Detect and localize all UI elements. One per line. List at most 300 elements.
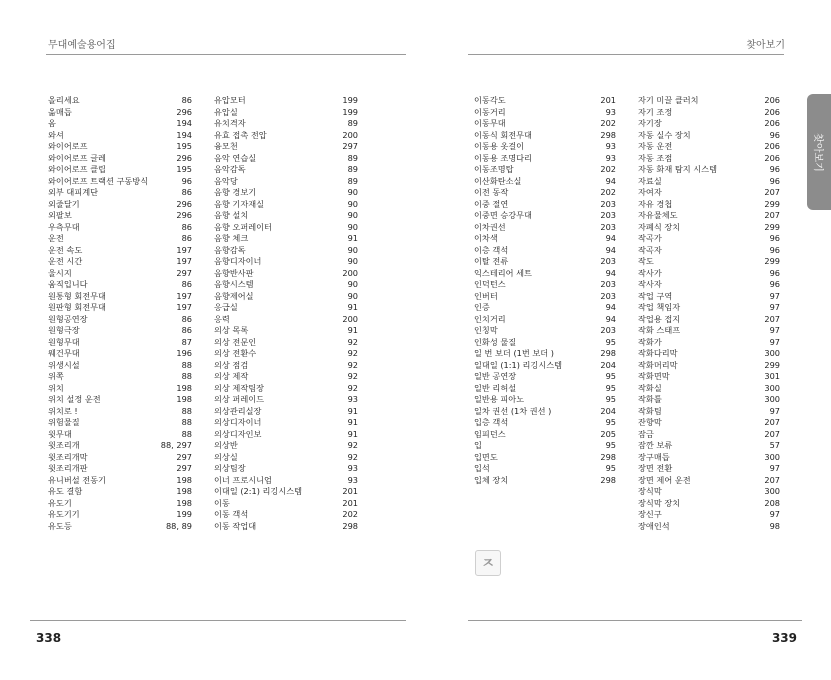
index-page-ref: 92 <box>347 451 358 462</box>
index-entry <box>48 279 192 291</box>
index-term: 의상 퍼레이드 <box>214 394 265 404</box>
index-page-ref: 203 <box>600 279 616 289</box>
index-page-ref: 203 <box>600 256 616 266</box>
index-page-ref: 300 <box>764 382 780 393</box>
index-page-ref: 93 <box>605 152 616 163</box>
index-page-ref: 198 <box>176 382 192 393</box>
index-term: 윗조리개 <box>48 440 80 450</box>
index-page-ref: 90 <box>347 256 358 266</box>
index-entry <box>214 233 358 245</box>
index-entry <box>48 256 192 268</box>
index-page-ref: 87 <box>181 336 192 347</box>
index-term: 원형무대 <box>48 336 80 347</box>
index-entry <box>474 222 616 234</box>
index-page-ref: 296 <box>176 152 192 163</box>
index-entry <box>474 291 616 303</box>
index-entry <box>48 302 192 314</box>
index-entry <box>214 95 358 107</box>
index-entry <box>474 360 616 372</box>
index-term: 유효 접촉 전압 <box>214 129 267 140</box>
index-entry <box>638 256 780 268</box>
index-page-ref: 202 <box>342 509 358 519</box>
footer-rule-right <box>468 620 802 621</box>
index-page-ref: 297 <box>342 141 358 151</box>
index-page-ref: 98 <box>769 520 780 531</box>
index-term: 일대일 (1:1) 리깅시스템 <box>474 359 563 370</box>
index-term: 음향 기자재실 <box>214 198 265 209</box>
index-term: 웨건무대 <box>48 348 80 358</box>
index-entry <box>638 153 780 165</box>
index-term: 우측무대 <box>48 221 80 232</box>
index-term: 이산화탄소실 <box>474 175 522 186</box>
index-entry <box>638 463 780 475</box>
page-number-left: 338 <box>36 631 62 645</box>
index-entry <box>638 291 780 303</box>
index-term: 위쪽 <box>48 371 64 381</box>
index-entry <box>48 245 192 257</box>
index-entry <box>474 417 616 429</box>
index-entry <box>214 176 358 188</box>
index-page-ref: 203 <box>600 290 616 301</box>
index-term: 작화실 <box>638 382 662 393</box>
index-entry <box>638 429 780 441</box>
index-term: 자동 조점 <box>638 152 673 163</box>
index-term: 입체 장치 <box>474 474 509 485</box>
index-entry <box>48 383 192 395</box>
index-term: 음향 경보기 <box>214 187 257 197</box>
index-page-ref: 95 <box>605 417 616 427</box>
index-page-ref: 196 <box>176 348 192 358</box>
index-term: 의상 전문인 <box>214 336 257 347</box>
index-term: 인버터 <box>474 290 498 301</box>
index-term: 일반용 피아노 <box>474 394 525 404</box>
index-page-ref: 94 <box>605 302 616 312</box>
index-term: 작화머리막 <box>638 359 678 370</box>
index-page-ref: 94 <box>605 313 616 324</box>
index-term: 융모천 <box>214 141 238 151</box>
index-entry <box>48 509 192 521</box>
index-page-ref: 92 <box>347 440 358 450</box>
index-entry <box>214 406 358 418</box>
index-term: 응급실 <box>214 302 238 312</box>
index-page-ref: 96 <box>769 175 780 186</box>
index-entry <box>638 118 780 130</box>
index-entry <box>474 268 616 280</box>
index-term: 의상실 <box>214 451 238 462</box>
index-term: 의상디자인보 <box>214 428 262 439</box>
index-page-ref: 201 <box>342 497 358 508</box>
index-page-ref: 202 <box>600 118 616 128</box>
index-side-tab[interactable] <box>807 94 831 210</box>
index-term: 이동조명탑 <box>474 164 514 174</box>
index-page-ref: 198 <box>176 486 192 496</box>
index-entry <box>638 383 780 395</box>
index-page-ref: 91 <box>347 405 358 416</box>
index-term: 이동각도 <box>474 95 506 105</box>
index-entry <box>638 348 780 360</box>
index-entry <box>474 475 616 487</box>
index-entry <box>638 233 780 245</box>
index-page-ref: 90 <box>347 187 358 197</box>
index-page-ref: 204 <box>600 359 616 370</box>
index-page-ref: 97 <box>769 290 780 301</box>
index-entry <box>474 440 616 452</box>
index-term: 입 <box>474 440 482 450</box>
index-entry <box>214 463 358 475</box>
index-page-ref: 94 <box>605 244 616 255</box>
index-page-ref: 95 <box>605 336 616 347</box>
index-entry <box>48 429 192 441</box>
index-entry <box>214 475 358 487</box>
index-entry <box>48 486 192 498</box>
index-entry <box>214 222 358 234</box>
index-term: 입층 객석 <box>474 417 509 427</box>
index-entry <box>48 107 192 119</box>
index-entry <box>214 452 358 464</box>
index-entry <box>48 498 192 510</box>
index-entry <box>214 187 358 199</box>
index-term: 익스테리어 세트 <box>474 267 532 278</box>
index-term: 잔향막 <box>638 417 662 427</box>
index-entry <box>214 245 358 257</box>
index-term: 일차 권선 (1차 권선 ) <box>474 405 552 416</box>
index-page-ref: 299 <box>764 198 780 209</box>
index-term: 의상 점검 <box>214 359 249 370</box>
index-term: 음향디자이너 <box>214 256 262 266</box>
index-entry <box>638 337 780 349</box>
index-page-ref: 300 <box>764 394 780 404</box>
index-term: 윗조리개판 <box>48 463 88 473</box>
index-page-ref: 198 <box>176 394 192 404</box>
index-entry <box>638 302 780 314</box>
index-entry <box>474 463 616 475</box>
index-term: 유도기기 <box>48 509 80 519</box>
index-entry <box>474 337 616 349</box>
index-page-ref: 301 <box>764 371 780 381</box>
index-term: 이너 프로시니엄 <box>214 474 272 485</box>
index-term: 장애인석 <box>638 520 670 531</box>
index-term: 작화다리막 <box>638 348 678 358</box>
index-term: 작사가 <box>638 267 662 278</box>
index-entry <box>474 187 616 199</box>
index-term: 작업용 접지 <box>638 313 681 324</box>
index-column-1 <box>48 95 192 532</box>
index-page-ref: 297 <box>176 451 192 462</box>
index-term: 음향시스템 <box>214 279 254 289</box>
index-page-ref: 89 <box>347 175 358 186</box>
index-entry <box>638 417 780 429</box>
header-rule-right <box>468 54 784 55</box>
index-page-ref: 96 <box>769 129 780 140</box>
index-term: 옴 <box>48 118 56 128</box>
index-entry <box>214 371 358 383</box>
index-term: 이중면 승강무대 <box>474 210 532 220</box>
index-page-ref: 97 <box>769 509 780 519</box>
index-entry <box>638 440 780 452</box>
index-term: 의상 제작 <box>214 371 249 381</box>
index-page-ref: 88 <box>181 405 192 416</box>
index-entry <box>48 360 192 372</box>
index-page-ref: 96 <box>769 244 780 255</box>
index-term: 외팔보 <box>48 210 72 220</box>
index-entry <box>214 429 358 441</box>
index-term: 이동 객석 <box>214 509 249 519</box>
index-page-ref: 88, 297 <box>160 440 192 450</box>
index-page-ref: 96 <box>181 175 192 186</box>
index-page-ref: 300 <box>764 486 780 496</box>
index-page-ref: 203 <box>600 198 616 209</box>
index-entry <box>48 452 192 464</box>
index-term: 인치거리 <box>474 313 506 324</box>
index-entry <box>638 130 780 142</box>
index-entry <box>638 268 780 280</box>
index-page-ref: 97 <box>769 405 780 416</box>
index-entry <box>638 199 780 211</box>
index-entry <box>48 210 192 222</box>
index-entry <box>638 475 780 487</box>
index-term: 자폐식 장치 <box>638 221 681 232</box>
index-term: 자동 실수 장치 <box>638 129 691 140</box>
index-page-ref: 200 <box>342 129 358 140</box>
index-page-ref: 90 <box>347 279 358 289</box>
index-term: 작화 스태프 <box>638 325 681 335</box>
index-entry <box>214 153 358 165</box>
index-entry <box>638 394 780 406</box>
index-page-ref: 86 <box>181 233 192 243</box>
index-entry <box>48 233 192 245</box>
index-entry <box>214 509 358 521</box>
index-page-ref: 203 <box>600 210 616 220</box>
index-entry <box>214 521 358 533</box>
index-entry <box>48 325 192 337</box>
index-page-ref: 92 <box>347 371 358 381</box>
index-page-ref: 298 <box>600 348 616 358</box>
index-page-ref: 89 <box>347 152 358 163</box>
index-term: 움직입니다 <box>48 279 88 289</box>
index-page-ref: 198 <box>176 474 192 485</box>
index-entry <box>48 222 192 234</box>
index-page-ref: 200 <box>342 267 358 278</box>
index-entry <box>638 406 780 418</box>
index-entry <box>214 348 358 360</box>
index-entry <box>474 199 616 211</box>
index-term: 작화팀 <box>638 405 662 416</box>
index-term: 장면 제어 운전 <box>638 474 691 485</box>
index-entry <box>48 199 192 211</box>
index-entry <box>474 325 616 337</box>
index-term: 이중 절연 <box>474 198 509 209</box>
index-page-ref: 91 <box>347 325 358 335</box>
index-entry <box>474 164 616 176</box>
index-page-ref: 86 <box>181 313 192 324</box>
index-page-ref: 90 <box>347 221 358 232</box>
index-term: 의상반 <box>214 440 238 450</box>
index-entry <box>474 452 616 464</box>
index-page-ref: 206 <box>764 152 780 163</box>
index-entry <box>48 164 192 176</box>
index-page-ref: 201 <box>600 95 616 105</box>
index-term: 이대일 (2:1) 리깅시스템 <box>214 486 303 496</box>
index-page-ref: 197 <box>176 244 192 255</box>
index-term: 위생시설 <box>48 359 80 370</box>
index-term: 자유 경첩 <box>638 198 673 209</box>
index-entry <box>48 118 192 130</box>
index-term: 의상 전환수 <box>214 348 257 358</box>
index-page-ref: 96 <box>769 267 780 278</box>
index-page-ref: 86 <box>181 279 192 289</box>
index-term: 와이어로프 글레 <box>48 152 106 163</box>
index-term: 옮매듭 <box>48 106 72 117</box>
index-entry <box>214 486 358 498</box>
index-entry <box>214 279 358 291</box>
index-page-ref: 194 <box>176 129 192 140</box>
index-entry <box>638 325 780 337</box>
index-page-ref: 207 <box>764 474 780 485</box>
index-entry <box>214 107 358 119</box>
index-term: 유도기 <box>48 497 72 508</box>
index-term: 자동 화재 탐지 시스템 <box>638 164 717 174</box>
index-term: 음향 오퍼레이터 <box>214 221 272 232</box>
index-entry <box>474 348 616 360</box>
index-term: 이동 작업대 <box>214 520 257 531</box>
index-page-ref: 207 <box>764 417 780 427</box>
index-entry <box>638 371 780 383</box>
index-entry <box>214 360 358 372</box>
index-term: 외줄달기 <box>48 198 80 209</box>
index-page-ref: 208 <box>764 497 780 508</box>
index-entry <box>214 268 358 280</box>
index-page-ref: 97 <box>769 463 780 473</box>
index-page-ref: 96 <box>769 164 780 174</box>
index-entry <box>474 429 616 441</box>
index-entry <box>474 233 616 245</box>
index-term: 임피던스 <box>474 428 506 439</box>
index-term: 위치 <box>48 382 64 393</box>
index-entry <box>638 279 780 291</box>
index-entry <box>214 314 358 326</box>
index-term: 자기 조정 <box>638 106 673 117</box>
index-term: 이동식 회전무대 <box>474 129 532 140</box>
index-page-ref: 296 <box>176 198 192 209</box>
index-term: 윗조리개막 <box>48 451 88 462</box>
index-entry <box>474 371 616 383</box>
index-term: 와셔 <box>48 129 64 140</box>
index-page-ref: 86 <box>181 95 192 105</box>
index-term: 원통형 회전무대 <box>48 290 106 301</box>
index-page-ref: 90 <box>347 290 358 301</box>
index-term: 울시지 <box>48 267 72 278</box>
index-page-ref: 90 <box>347 244 358 255</box>
index-page-ref: 298 <box>600 451 616 462</box>
index-entry <box>48 95 192 107</box>
index-entry <box>214 130 358 142</box>
index-page-ref: 297 <box>176 267 192 278</box>
page-number-right: 339 <box>771 631 797 645</box>
index-entry <box>214 118 358 130</box>
index-page-ref: 195 <box>176 141 192 151</box>
index-entry <box>638 164 780 176</box>
index-entry <box>48 463 192 475</box>
index-entry <box>48 141 192 153</box>
index-entry <box>638 245 780 257</box>
index-page-ref: 296 <box>176 106 192 117</box>
index-term: 장식막 <box>638 486 662 496</box>
index-term: 일반 공연장 <box>474 371 517 381</box>
index-term: 작업 구역 <box>638 290 673 301</box>
index-term: 음향 체크 <box>214 233 249 243</box>
index-page-ref: 95 <box>605 382 616 393</box>
index-term: 의상 제작팀장 <box>214 382 265 393</box>
index-page-ref: 96 <box>769 233 780 243</box>
index-page-ref: 194 <box>176 118 192 128</box>
index-term: 음악감독 <box>214 164 246 174</box>
index-entry <box>48 130 192 142</box>
index-term: 위치로 ! <box>48 405 78 416</box>
index-page-ref: 201 <box>342 486 358 496</box>
index-entry <box>214 199 358 211</box>
index-term: 인칭막 <box>474 325 498 335</box>
index-entry <box>474 95 616 107</box>
index-term: 와이어로프 <box>48 141 88 151</box>
index-page-ref: 93 <box>347 474 358 485</box>
index-entry <box>214 325 358 337</box>
index-page-ref: 90 <box>347 210 358 220</box>
index-page-ref: 199 <box>176 509 192 519</box>
index-entry <box>48 176 192 188</box>
index-page-ref: 300 <box>764 451 780 462</box>
index-term: 유치격자 <box>214 118 246 128</box>
footer-rule-left <box>30 620 406 621</box>
index-term: 자유물체도 <box>638 210 678 220</box>
index-page-ref: 203 <box>600 221 616 232</box>
index-term: 와이어로프 클립 <box>48 164 106 174</box>
index-term: 의상디자이너 <box>214 417 262 427</box>
index-term: 작사자 <box>638 279 662 289</box>
index-term: 인화성 물질 <box>474 336 517 347</box>
index-page-ref: 95 <box>605 371 616 381</box>
index-page-ref: 200 <box>342 313 358 324</box>
index-entry <box>474 245 616 257</box>
header-rule-left <box>46 54 406 55</box>
index-term: 원판형 회전무대 <box>48 302 106 312</box>
index-entry <box>48 440 192 452</box>
index-entry <box>474 406 616 418</box>
index-term: 이차색 <box>474 233 498 243</box>
index-entry <box>474 314 616 326</box>
index-page-ref: 91 <box>347 428 358 439</box>
index-entry <box>48 521 192 533</box>
index-term: 위험물질 <box>48 417 80 427</box>
index-term: 음향 설치 <box>214 210 249 220</box>
index-entry <box>474 383 616 395</box>
index-entry <box>638 141 780 153</box>
index-entry <box>48 314 192 326</box>
index-page-ref: 88 <box>181 428 192 439</box>
index-page-ref: 204 <box>600 405 616 416</box>
index-entry <box>214 141 358 153</box>
index-entry <box>214 164 358 176</box>
index-column-4 <box>638 95 780 532</box>
index-page-ref: 206 <box>764 106 780 117</box>
index-term: 장식막 장치 <box>638 497 681 508</box>
index-entry <box>214 498 358 510</box>
index-term: 운전 <box>48 233 64 243</box>
index-term: 올리세요 <box>48 95 80 105</box>
index-page-ref: 91 <box>347 233 358 243</box>
index-entry <box>214 210 358 222</box>
index-term: 작곡가 <box>638 233 662 243</box>
index-term: 운전 속도 <box>48 244 83 255</box>
